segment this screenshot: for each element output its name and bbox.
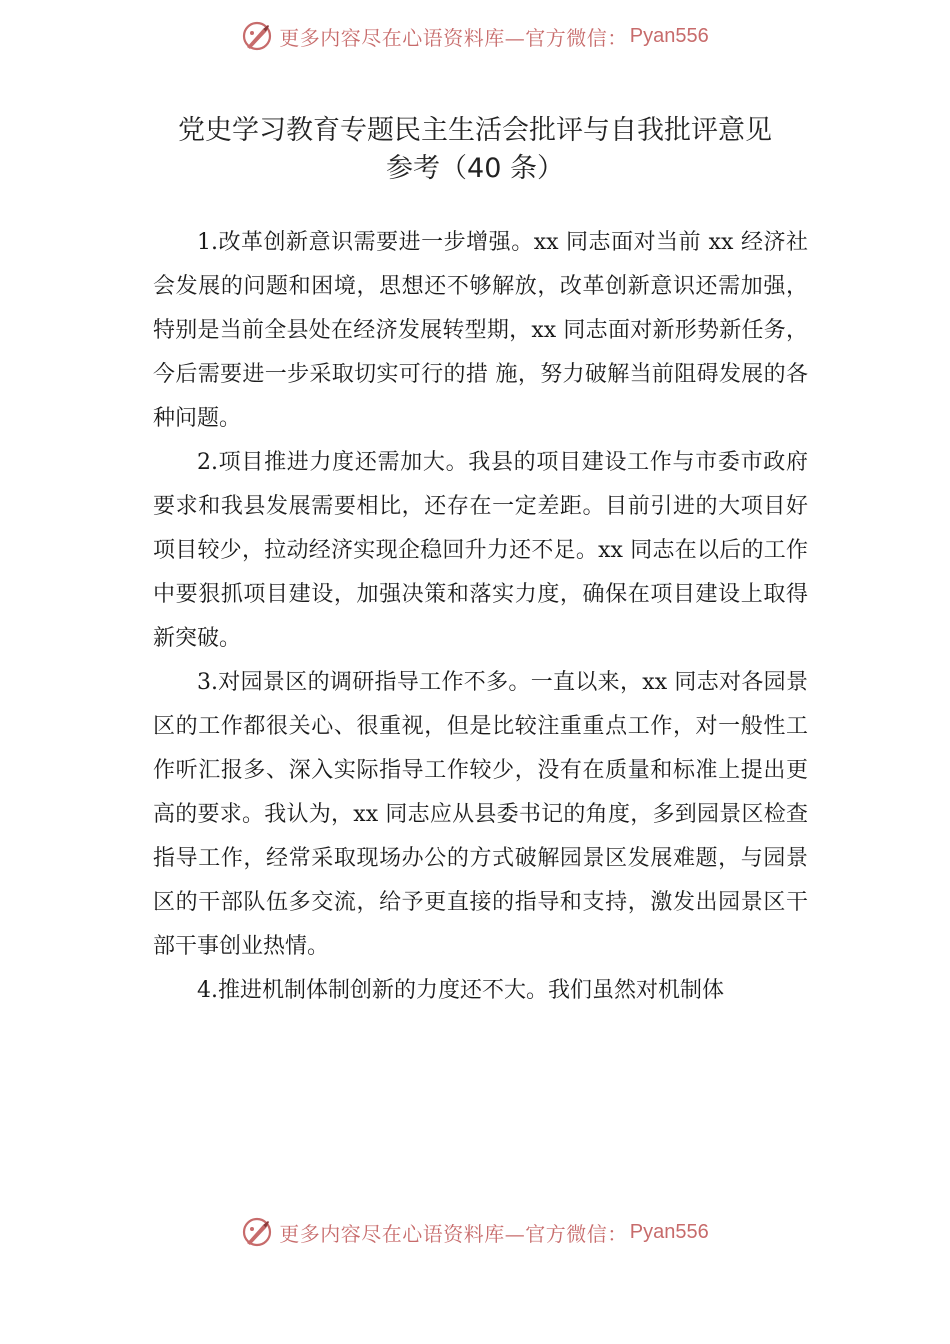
watermark-id: Pyan556 bbox=[629, 24, 709, 47]
pen-logo-icon bbox=[241, 1216, 273, 1248]
paragraph-1: 1.改革创新意识需要进一步增强。xx 同志面对当前 xx 经济社会发展的问题和困境，思想还不够解放，改革创新意识还需加强，特别是当前全县处在经济发展转型期，xx 同志面对新形势新任务，今后需要进一步采取切实可行的措 施，努力破解当前阻碍发展的各种问题。 bbox=[153, 230, 808, 431]
paragraph-3: 3.对园景区的调研指导工作不多。一直以来，xx 同志对各园景区的工作都很关心、很重视，但是比较注重重点工作，对一般性工作听汇报多、深入实际指导工作较少，没有在质量和标准上提出更高的要求。我认为，xx 同志应从县委书记的角度，多到园景区检查指导工作，经常采取现场办公的方式破解园景区发展难题，与园景区的干部队伍多交流，给予更直接的指导和支持，激发出园景区干部干事创业热情。 bbox=[153, 670, 808, 959]
watermark-banner-top bbox=[0, 16, 950, 56]
watermark-banner-bottom bbox=[0, 1212, 950, 1252]
watermark-text: 更多内容尽在心语资料库—官方微信： bbox=[279, 1221, 628, 1246]
paragraph-2: 2.项目推进力度还需加大。我县的项目建设工作与市委市政府要求和我县发展需要相比，还存在一定差距。目前引进的大项目好项目较少，拉动经济实现企稳回升力还不足。xx 同志在以后的工作中要狠抓项目建设，加强决策和落实力度，确保在项目建设上取得新突破。 bbox=[153, 450, 808, 651]
title-line-1: 党史学习教育专题民主生活会批评与自我批评意见 bbox=[178, 115, 772, 146]
pen-logo-icon bbox=[241, 20, 273, 52]
watermark-text: 更多内容尽在心语资料库—官方微信： bbox=[279, 25, 628, 50]
watermark-id: Pyan556 bbox=[629, 1220, 709, 1243]
paragraph-4: 4.推进机制体制创新的力度还不大。我们虽然对机制体 bbox=[197, 978, 724, 1003]
document-body bbox=[153, 221, 808, 1013]
title-line-2: 参考（40 条） bbox=[386, 153, 564, 184]
document-title bbox=[130, 112, 820, 188]
